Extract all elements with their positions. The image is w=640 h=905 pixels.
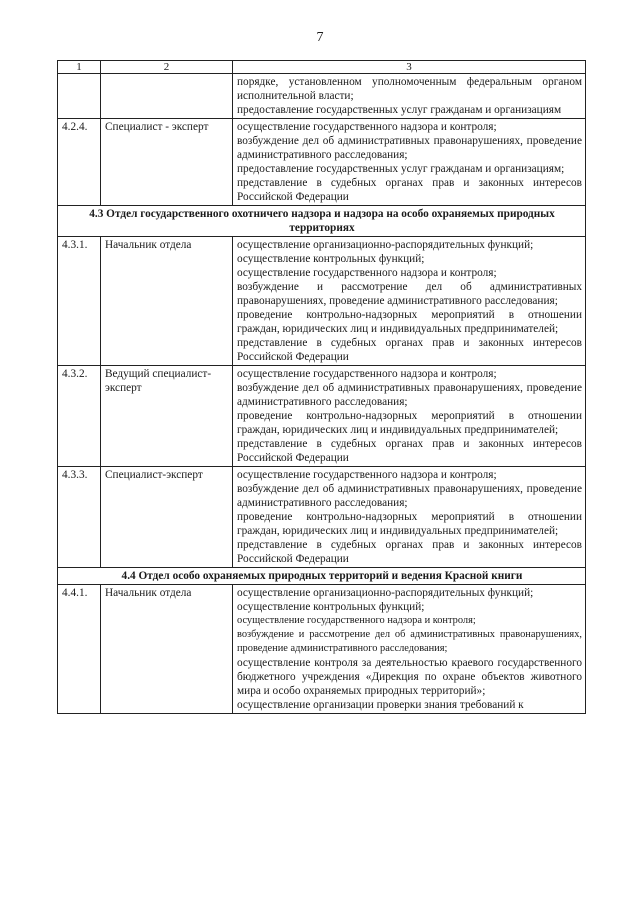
function-item: осуществление контрольных функций; (237, 601, 425, 613)
column-header: 2 (101, 61, 233, 74)
row-number (58, 74, 101, 119)
function-item: осуществление государственного надзора и контроля; (237, 615, 476, 626)
table-row (58, 119, 586, 206)
function-item: представление в судебных органах прав и законных интересов Российской Федерации (237, 539, 582, 565)
row-number: 4.3.3. (58, 467, 101, 568)
function-item: проведение контрольно-надзорных мероприятий в отношении граждан, юридических лиц и индивидуальных предпринимателей; (237, 511, 582, 537)
function-item: осуществление государственного надзора и контроля; (237, 267, 497, 279)
function-item: возбуждение и рассмотрение дел об административных правонарушениях, проведение административного расследования; (237, 281, 582, 307)
functions-cell (233, 467, 586, 568)
table-row (58, 237, 586, 366)
function-item: предоставление государственных услуг гражданам и организациям (237, 104, 562, 116)
function-item: осуществление организационно-распорядительных функций; (237, 587, 534, 599)
function-item: возбуждение и рассмотрение дел об административных правонарушениях, проведение административного расследования; (237, 629, 582, 654)
position-title: Специалист-эксперт (101, 467, 233, 568)
column-header: 1 (58, 61, 101, 74)
function-item: осуществление государственного надзора и контроля; (237, 469, 497, 481)
function-item: проведение контрольно-надзорных мероприятий в отношении граждан, юридических лиц и индивидуальных предпринимателей; (237, 410, 582, 436)
function-item: проведение контрольно-надзорных мероприятий в отношении граждан, юридических лиц и индивидуальных предпринимателей; (237, 309, 582, 335)
function-item: возбуждение дел об административных правонарушениях, проведение административного расследования; (237, 135, 582, 161)
section-row (58, 206, 586, 237)
row-number: 4.3.2. (58, 366, 101, 467)
section-row (58, 568, 586, 585)
position-title: Начальник отдела (101, 237, 233, 366)
function-item: возбуждение дел об административных правонарушениях, проведение административного расследования; (237, 382, 582, 408)
functions-cell (233, 119, 586, 206)
table-row (58, 366, 586, 467)
function-item: осуществление организационно-распорядительных функций; (237, 239, 534, 251)
row-number: 4.3.1. (58, 237, 101, 366)
row-number: 4.2.4. (58, 119, 101, 206)
function-item: представление в судебных органах прав и законных интересов Российской Федерации (237, 337, 582, 363)
function-item: осуществление контрольных функций; (237, 253, 425, 265)
function-item: осуществление государственного надзора и контроля; (237, 121, 497, 133)
page-number: 7 (316, 30, 324, 45)
position-title (101, 74, 233, 119)
position-title: Ведущий специалист-эксперт (101, 366, 233, 467)
section-heading: 4.4 Отдел особо охраняемых природных территорий и ведения Красной книги (58, 568, 586, 585)
function-item: возбуждение дел об административных правонарушениях, проведение административного расследования; (237, 483, 582, 509)
function-item: осуществление государственного надзора и контроля; (237, 368, 497, 380)
section-heading: 4.3 Отдел государственного охотничего надзора и надзора на особо охраняемых природных территориях (58, 206, 586, 237)
position-title: Специалист - эксперт (101, 119, 233, 206)
column-header: 3 (233, 61, 586, 74)
table-row (58, 585, 586, 714)
table-row (58, 74, 586, 119)
functions-cell (233, 366, 586, 467)
function-item: предоставление государственных услуг гражданам и организациям; (237, 163, 565, 175)
function-item: осуществление контроля за деятельностью краевого государственного бюджетного учреждения «Дирекция по охране объектов животного мира и особо охраняемых природных территорий»; (237, 657, 582, 697)
row-number: 4.4.1. (58, 585, 101, 714)
position-title: Начальник отдела (101, 585, 233, 714)
functions-cell (233, 585, 586, 714)
functions-cell (233, 237, 586, 366)
functions-cell (233, 74, 586, 119)
table-row (58, 467, 586, 568)
duties-table (57, 60, 586, 714)
function-item: представление в судебных органах прав и законных интересов Российской Федерации (237, 438, 582, 464)
function-item: осуществление организации проверки знания требований к (237, 699, 524, 711)
function-item: представление в судебных органах прав и законных интересов Российской Федерации (237, 177, 582, 203)
function-item: порядке, установленном уполномоченным федеральным органом исполнительной власти; (237, 76, 582, 102)
table-header-row (58, 61, 586, 74)
